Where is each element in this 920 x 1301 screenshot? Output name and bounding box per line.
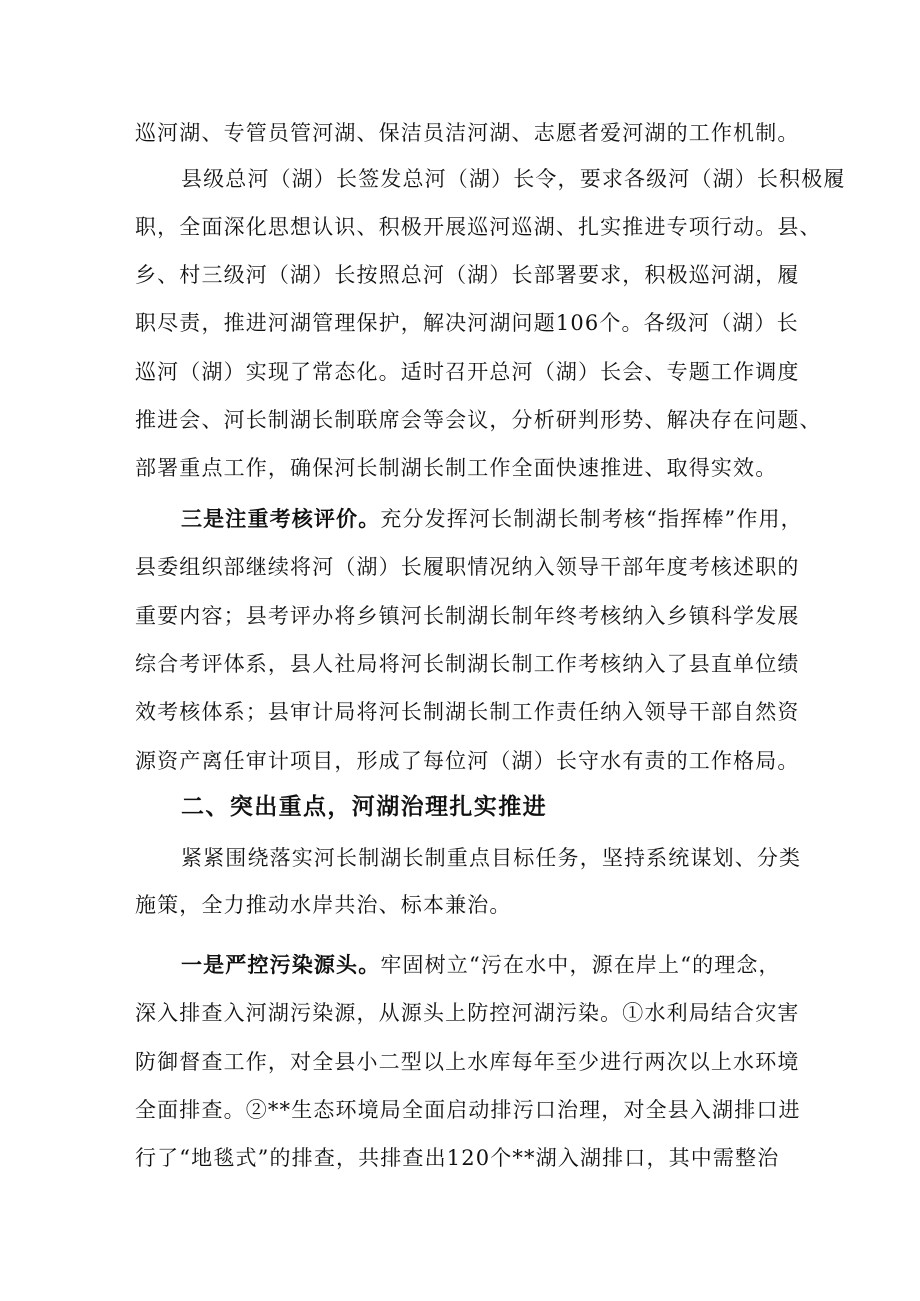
- paragraph-line: [181, 945, 795, 985]
- paragraph-line: 紧紧围绕落实河长制湖长制重点目标任务，坚持系统谋划、分类: [181, 846, 802, 870]
- paragraph-line: 施策，全力推动水岸共治、标本兼治。: [135, 893, 512, 917]
- paragraph-line: 巡河湖、专管员管河湖、保洁员洁河湖、志愿者爱河湖的工作机制。: [135, 121, 800, 145]
- paragraph-line: 巡河（湖）实现了常态化。适时召开总河（湖）长会、专题工作调度: [135, 360, 800, 384]
- paragraph-line: 职，全面深化思想认识、积极开展巡河巡湖、扎实推进专项行动。县、: [135, 215, 822, 239]
- paragraph-line: 乡、村三级河（湖）长按照总河（湖）长部署要求，积极巡河湖，履: [135, 263, 800, 287]
- paragraph-line: 源资产离任审计项目，形成了每位河（湖）长守水有责的工作格局。: [135, 749, 800, 773]
- paragraph-text: 充分发挥河长制湖长制考核“指挥棒”作用，: [380, 507, 803, 531]
- paragraph-line: 重要内容；县考评办将乡镇河长制湖长制年终考核纳入乡镇科学发展: [135, 604, 800, 628]
- paragraph-text: 牢固树立“污在水中，源在岸上“的理念，: [380, 953, 781, 977]
- section-heading: 二、突出重点，河湖治理扎实推进: [181, 794, 547, 820]
- paragraph-line: 深入排查入河湖污染源，从源头上防控河湖污染。①水利局结合灾害: [135, 1001, 800, 1025]
- paragraph-line: 效考核体系；县审计局将河长制湖长制工作责任纳入领导干部自然资: [135, 700, 800, 724]
- paragraph-line: 全面排查。②**生态环境局全面启动排污口治理，对全县入湖排口进: [135, 1098, 801, 1122]
- paragraph-line: 县委组织部继续将河（湖）长履职情况纳入领导干部年度考核述职的: [135, 555, 800, 579]
- paragraph-line: 防御督查工作，对全县小二型以上水库每年至少进行两次以上水环境: [135, 1050, 800, 1074]
- paragraph-line: [181, 499, 803, 539]
- paragraph-line: 综合考评体系，县人社局将河长制湖长制工作考核纳入了县直单位绩: [135, 652, 800, 676]
- paragraph-lead: 三是注重考核评价。: [181, 507, 381, 531]
- paragraph-line: 县级总河（湖）长签发总河（湖）长令，要求各级河（湖）长积极履: [181, 167, 846, 191]
- paragraph-line: 推进会、河长制湖长制联席会等会议，分析研判形势、解决存在问题、: [135, 408, 822, 432]
- paragraph-line: 行了“地毯式”的排查，共排查出120个**湖入湖排口，其中需整治: [135, 1146, 780, 1170]
- paragraph-lead: 一是严控污染源头。: [181, 953, 381, 977]
- paragraph-line: 部署重点工作，确保河长制湖长制工作全面快速推进、取得实效。: [135, 456, 778, 480]
- paragraph-line: 职尽责，推进河湖管理保护，解决河湖问题106个。各级河（湖）长: [135, 311, 799, 335]
